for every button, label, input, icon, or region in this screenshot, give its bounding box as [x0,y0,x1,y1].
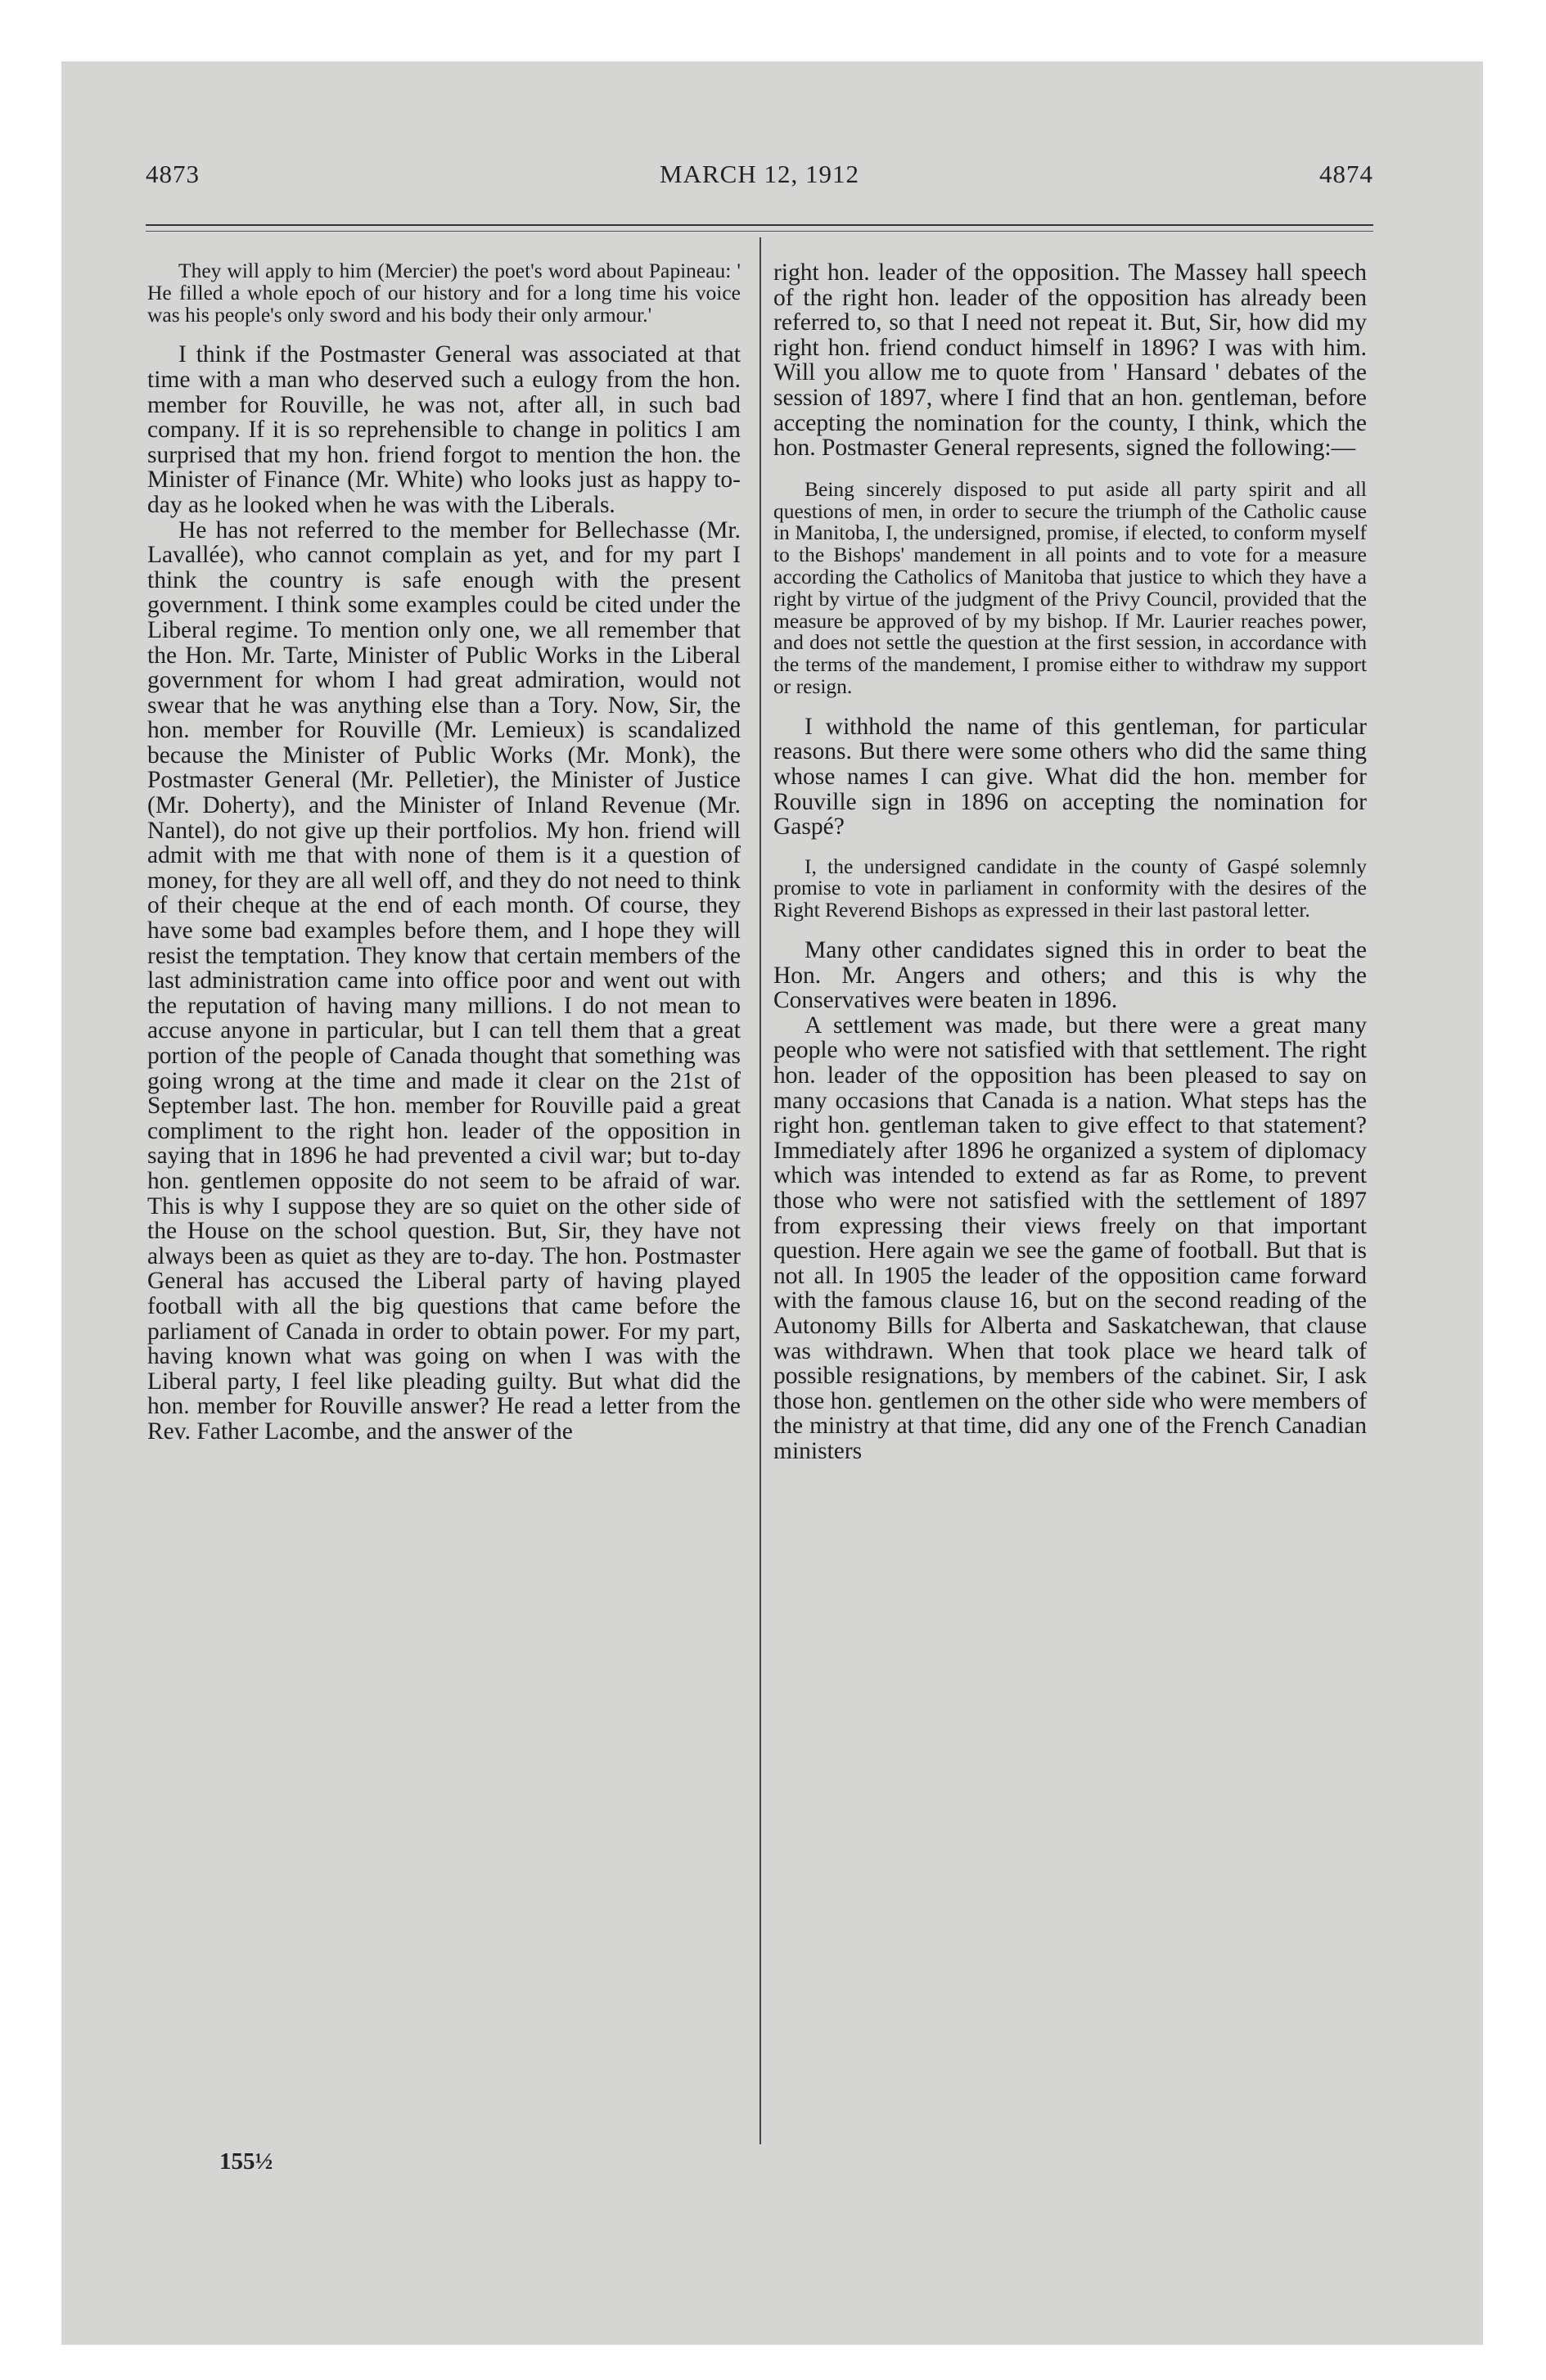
header-rule [146,224,1373,226]
quoted-pledge: I, the undersigned candidate in the county of Gaspé solemnly promise to vote in parliament in conformity with the desires of the Right Reverend Bishops as expressed in their last pastoral letter. [773,854,1367,922]
paragraph: A settlement was made, but there were a great many people who were not satisfied with that settlement. The right hon. leader of the opposition has been pleased to say on many occasions that Canada is a nation. What steps has the right hon. gentleman taken to give effect to that statement? Immediately after 1896 he organized a system of diplomacy which was intended to extend as far as Rome, to prevent those who were not satisfied with the settlement of 1897 from expressing their views freely on that important question. Here again we see the game of football. But that is not all. In 1905 the leader of the opposition came forward with the famous clause 16, but on the second reading of the Autonomy Bills for Alberta and Saskatchewan, that clause was withdrawn. When that took place we heard talk of possible resignations, by members of the cabinet. Sir, I ask those hon. gentlemen on the other side who were members of the ministry at that time, did any one of the French Canadian ministers [773,1012,1368,1464]
page-number-right: 4874 [1319,160,1373,188]
page-header [146,160,1373,196]
header-rule-thin [146,231,1373,232]
page-number-left: 4873 [146,160,200,188]
left-column [147,260,741,1445]
quoted-pledge: Being sincerely disposed to put aside all party spirit and all questions of men, in order to secure the triumph of the Catholic cause in Manitoba, I, the undersigned, promise, if elected, to conform myself to the Bishops' mandement in all points and to vote for a measure according the Catholics of Manitoba that justice to which they have a right by virtue of the judgment of the Privy Council, provided that the measure be approved of by my bishop. If Mr. Laurier reaches power, and does not settle the question at the first session, in accordance with the terms of the mandement, I promise either to withdraw my support or resign. [773,476,1367,698]
paragraph: Many other candidates signed this in order to beat the Hon. Mr. Angers and others; and this is why the Conservatives were beaten in 1896. [773,937,1367,1014]
paragraph: I think if the Postmaster General was associated at that time with a man who deserved such a eulogy from the hon. member for Rouville, he was not, after all, in such bad company. If it is so reprehensible to change in politics I am surprised that my hon. friend forgot to mention the hon. the Minister of Finance (Mr. White) who looks just as happy to-day as he looked when he was with the Liberals. [147,341,741,518]
quoted-passage: They will apply to him (Mercier) the poet's word about Papineau: ' He filled a whole epoch of our history and for a long time his voice was his people's only sword and his body their only armour.' [147,259,741,327]
signature-mark: 155½ [219,2148,273,2175]
column-divider [759,237,761,2144]
paragraph-continued: right hon. leader of the opposition. The Massey hall speech of the right hon. leader of the opposition has already been referred to, so that I need not repeat it. But, Sir, how did my right hon. friend conduct himself in 1896? I was with him. Will you allow me to quote from ' Hansard ' debates of the session of 1897, where I find that an hon. gentleman, before accepting the nomination for the county, I think, which the hon. Postmaster General represents, signed the following:— [773,259,1367,462]
page-date-title: MARCH 12, 1912 [660,160,859,188]
paragraph: I withhold the name of this gentleman, for particular reasons. But there were some others who did the same thing whose names I can give. What did the hon. member for Rouville sign in 1896 on accepting the nomination for Gaspé? [773,713,1367,841]
paragraph: He has not referred to the member for Bellechasse (Mr. Lavallée), who cannot complain as yet, and for my part I think the country is safe enough with the present government. I think some examples could be cited under the Liberal regime. To mention only one, we all remember that the Hon. Mr. Tarte, Minister of Public Works in the Liberal government for whom I had great admiration, would not swear that he was anything else than a Tory. Now, Sir, the hon. member for Rouville (Mr. Lemieux) is scandalized because the Minister of Public Works (Mr. Monk), the Postmaster General (Mr. Pelletier), the Minister of Justice (Mr. Doherty), and the Minister of Inland Revenue (Mr. Nantel), do not give up their portfolios. My hon. friend will admit with me that with none of them is it a question of money, for they are all well off, and they do not need to think of their cheque at the end of each month. Of course, they have some bad examples before them, and I hope they will resist the temptation. They know that certain members of the last administration came into office poor and went out with the reputation of having many millions. I do not mean to accuse anyone in particular, but I can tell them that a great portion of the people of Canada thought that something was going wrong at the time and made it clear on the 21st of September last. The hon. member for Rouville paid a great compliment to the right hon. leader of the opposition in saying that in 1896 he had prevented a civil war; but to-day hon. gentlemen opposite do not seem to be afraid of war. This is why I suppose they are so quiet on the other side of the House on the school question. But, Sir, they have not always been as quiet as they are to-day. The hon. Postmaster General has accused the Liberal party of having played football with all the big questions that came before the parliament of Canada in order to obtain power. For my part, having known what was going on when I was with the Liberal party, I feel like pleading guilty. But what did the hon. member for Rouville answer? He read a letter from the Rev. Father Lacombe, and the answer of the [147,516,741,1445]
right-column [773,260,1367,1464]
